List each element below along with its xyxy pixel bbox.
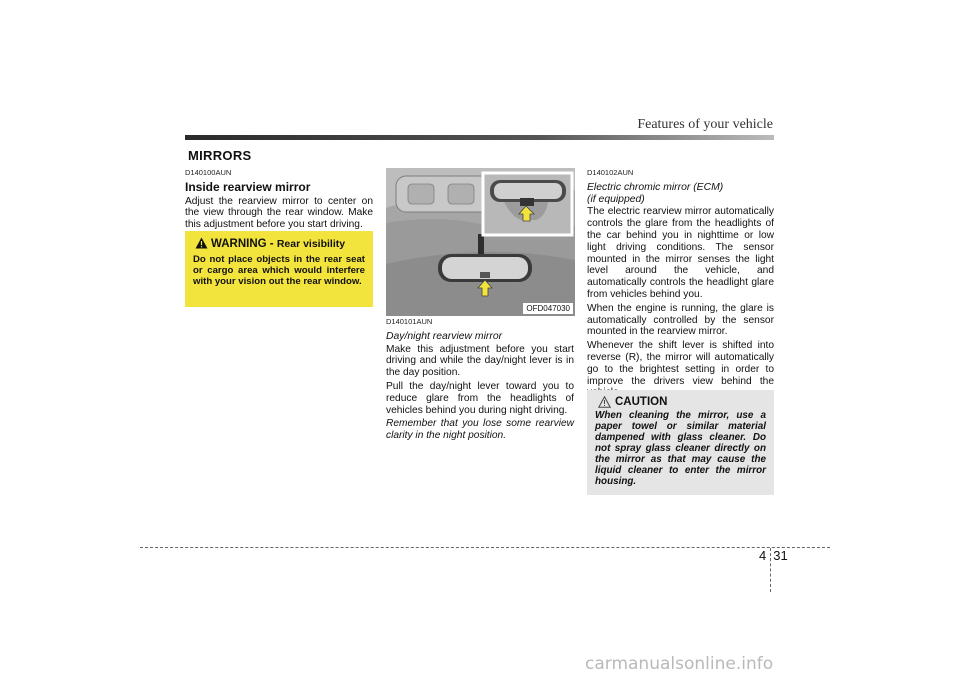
page-number-value: 31 xyxy=(773,548,788,563)
warning-box xyxy=(185,231,373,307)
caution-text: When cleaning the mirror, use a paper towel or similar material dampened with glass cleaner. Do not spray glass cleaner directly on the mirror as that may cause the liquid cleaner to enter the mirror housing. xyxy=(595,410,766,487)
mirror-illustration xyxy=(386,168,575,316)
paragraph: Pull the day/night lever toward you to reduce glare from the headlights of vehicles behind you during night driving. xyxy=(386,380,574,416)
footer-rule xyxy=(140,547,830,548)
section-code: D140101AUN xyxy=(386,317,433,326)
header-rule xyxy=(185,135,774,140)
warning-text: Do not place objects in the rear seat or cargo area which would interfere with your vision out the rear window. xyxy=(193,254,365,287)
caution-box xyxy=(587,390,774,495)
paragraph: Whenever the shift lever is shifted into reverse (R), the mirror will automatically go to the brightest setting in order to improve the drivers view behind the xyxy=(587,340,774,387)
page-number xyxy=(759,548,788,563)
column-day-night xyxy=(386,316,574,442)
heading-ecm xyxy=(587,182,774,206)
mirror-illustration-svg xyxy=(386,168,575,316)
section-code: D140102AUN xyxy=(587,168,634,177)
warning-triangle-icon xyxy=(195,237,208,252)
chapter-number: 4 xyxy=(759,548,767,563)
page-separator xyxy=(770,548,771,592)
heading-day-night: Day/night rearview mirror xyxy=(386,330,503,342)
watermark: carmanualsonline.info xyxy=(585,654,774,674)
column-ecm xyxy=(587,167,774,401)
paragraph: When the engine is running, the glare is automatically controlled by the sensor mounted in the rearview mirror. xyxy=(587,302,774,338)
paragraph: The electric rearview mirror automatically controls the glare from the headlights of the car behind you in nighttime or low light driving conditions. The sensor mounted in the mirror senses the light level around the vehicle, and automatically controls the headlight glare from vehicles behind you. xyxy=(587,206,774,300)
paragraph: Make this adjustment before you start driving and while the day/night lever is in the day position. xyxy=(386,343,574,379)
column-inside-mirror xyxy=(185,167,373,233)
paragraph: Adjust the rearview mirror to center on the view through the rear window. Make this adjustment before you start driving. xyxy=(185,195,373,231)
heading-ecm-line2: (if equipped) xyxy=(587,193,645,205)
section-title: MIRRORS xyxy=(188,148,252,163)
caution-triangle-icon xyxy=(598,396,611,411)
warning-heading xyxy=(193,238,365,250)
italic-note: Remember that you lose some rearview clarity in the night position. xyxy=(386,418,574,442)
figure-code: OFD047030 xyxy=(523,303,573,314)
caution-heading xyxy=(595,396,766,408)
heading-inside-mirror: Inside rearview mirror xyxy=(185,179,311,194)
caution-label: CAUTION xyxy=(615,396,668,408)
heading-ecm-line1: Electric chromic mirror (ECM) xyxy=(587,181,724,193)
warning-label: WARNING - xyxy=(211,238,277,250)
warning-sublabel: Rear visibility xyxy=(276,238,346,250)
running-header: Features of your vehicle xyxy=(637,117,773,132)
section-code: D140100AUN xyxy=(185,168,232,177)
